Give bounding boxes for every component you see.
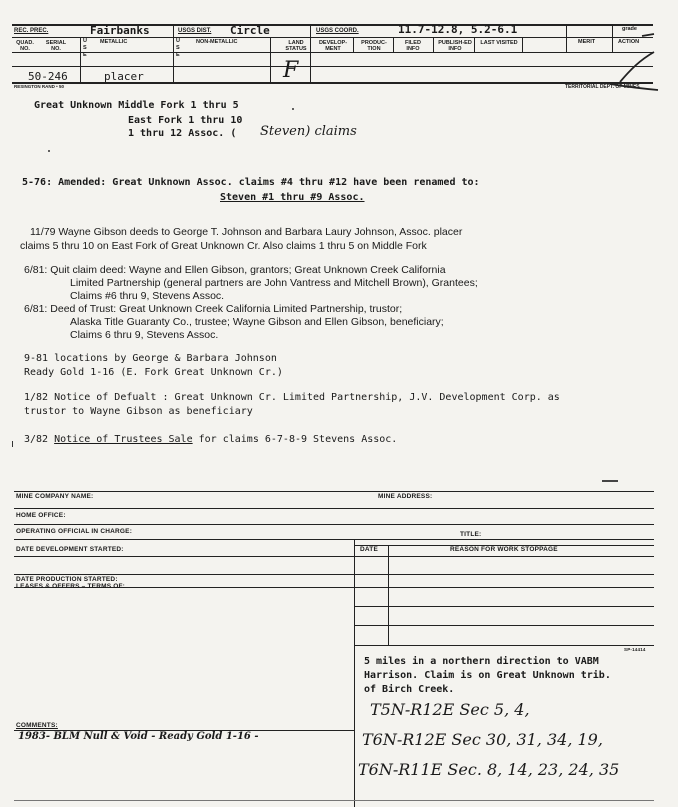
- trust-line-3: Claims 6 thru 9, Stevens Assoc.: [70, 329, 219, 341]
- production-label: PRODUC-TION: [361, 40, 387, 52]
- location-line-3: of Birch Creek.: [364, 684, 455, 695]
- e-label-2: E: [176, 52, 180, 58]
- mine-company-name-label: MINE COMPANY NAME:: [16, 493, 94, 500]
- sale-claims: for claims 6-7-8-9 Stevens Assoc.: [198, 434, 398, 445]
- default-line-2: trustor to Wayne Gibson as beneficiary: [24, 406, 253, 417]
- usgs-coord-label: USGS COORD.: [316, 28, 359, 34]
- form-footer-left: RESINGTON RAND • 50: [14, 84, 65, 89]
- form-footer-right: TERRITORIAL DEPT. OF MINES: [565, 84, 640, 90]
- claims-line-3: 1 thru 12 Assoc. (: [128, 128, 237, 139]
- action-mark: [600, 30, 662, 92]
- quad-value: 50-246: [28, 70, 68, 83]
- filed-info-label: FILED INFO: [405, 40, 421, 52]
- date-production-label: DATE PRODUCTION STARTED:: [16, 576, 118, 583]
- merit-label: MERIT: [578, 39, 596, 45]
- amended-line-1: 5-76: Amended: Great Unknown Assoc. claims #4 thru #12 have been renamed to:: [22, 177, 480, 188]
- trustees-sale-line: [24, 434, 397, 445]
- commodity-value: placer: [104, 70, 144, 83]
- township-line-2: T6N-R12E Sec 30, 31, 34, 19,: [362, 730, 603, 749]
- land-status-value: F: [283, 58, 299, 83]
- deed-1179-line-2: claims 5 thru 10 on East Fork of Great Unknown Cr. Also claims 1 thru 5 on Middle Fork: [20, 240, 427, 252]
- location-line-1: 5 miles in a northern direction to VABM: [364, 656, 599, 667]
- metallic-label: METALLIC: [100, 39, 128, 45]
- usgs-coord-value: 11.7-12.8, 5.2-6.1: [398, 23, 518, 36]
- s-label: S: [83, 45, 87, 51]
- page-bottom-edge: [14, 800, 654, 801]
- grade-label: grade: [622, 26, 637, 32]
- reason-stoppage-label: REASON FOR WORK STOPPAGE: [450, 546, 558, 553]
- published-label: PUBLISH-ED INFO: [438, 40, 472, 52]
- locations-line-1: 9-81 locations by George & Barbara Johnson: [24, 353, 277, 364]
- u-label: U: [83, 38, 87, 44]
- page-speck: [292, 108, 294, 110]
- non-metallic-label: NON-METALLIC: [196, 39, 238, 45]
- page-speck: [602, 480, 618, 482]
- mine-address-label: MINE ADDRESS:: [378, 493, 433, 500]
- usgs-dist-value: Circle: [230, 24, 270, 37]
- form-number: SP-14414: [624, 647, 646, 652]
- trust-line-2: Alaska Title Guaranty Co., trustee; Wayne Gibson and Ellen Gibson, beneficiary;: [70, 316, 444, 328]
- usgs-dist-label: USGS DIST.: [178, 28, 212, 34]
- trust-line-1: 6/81: Deed of Trust: Great Unknown Creek California Limited Partnership, trustor;: [24, 303, 403, 315]
- location-line-2: Harrison. Claim is on Great Unknown trib.: [364, 670, 611, 681]
- default-line-1: 1/82 Notice of Defualt : Great Unknown Cr. Limited Partnership, J.V. Development Corp. as: [24, 392, 560, 403]
- quit-claim-line-3: Claims #6 thru 9, Stevens Assoc.: [70, 290, 225, 302]
- quit-claim-line-2: Limited Partnership (general partners are John Vantress and Mitchell Brown), Grantees;: [70, 277, 478, 289]
- action-label: ACTION: [618, 39, 640, 45]
- date-development-label: DATE DEVELOPMENT STARTED:: [16, 546, 124, 553]
- develop-label: DEVELOP-MENT: [318, 40, 348, 52]
- e-label: E: [83, 52, 87, 58]
- sale-notice: Notice of Trustees Sale: [54, 434, 193, 445]
- quad-label: QUAD. NO.: [16, 40, 34, 52]
- deed-1179-line-1: 11/79 Wayne Gibson deeds to George T. Johnson and Barbara Laury Johnson, Assoc. placer: [30, 226, 463, 238]
- comments-label: COMMENTS:: [16, 722, 58, 729]
- leases-offers-label: LEASES & OFFERS – TERMS OF:: [16, 583, 126, 590]
- sale-date: 3/82: [24, 434, 49, 445]
- township-line-3: T6N-R11E Sec. 8, 14, 23, 24, 35: [358, 760, 620, 779]
- amended-line-2: Steven #1 thru #9 Assoc.: [220, 192, 365, 203]
- u-label-2: U: [176, 38, 180, 44]
- title-label: TITLE:: [460, 531, 482, 538]
- rec-prec-value: Fairbanks: [90, 24, 150, 37]
- last-visited-label: LAST VISITED: [480, 40, 518, 46]
- land-status-label: LAND STATUS: [285, 40, 307, 52]
- operating-official-label: OPERATING OFFICIAL IN CHARGE:: [16, 528, 133, 535]
- page-speck: [48, 150, 50, 152]
- claims-line-1: Great Unknown Middle Fork 1 thru 5: [34, 100, 239, 111]
- quit-claim-line-1: 6/81: Quit claim deed: Wayne and Ellen Gibson, grantors; Great Unknown Creek California: [24, 264, 446, 276]
- s-label-2: S: [176, 45, 180, 51]
- claims-handwritten: Steven) claims: [260, 124, 357, 139]
- rec-prec-label: REC. PREC.: [14, 28, 49, 34]
- page-speck: [12, 441, 13, 447]
- date-col-label: DATE: [360, 546, 379, 553]
- locations-line-2: Ready Gold 1-16 (E. Fork Great Unknown Cr.): [24, 367, 283, 378]
- township-line-1: T5N-R12E Sec 5, 4,: [370, 700, 530, 719]
- home-office-label: HOME OFFICE:: [16, 512, 66, 519]
- comments-handwritten: 1983- BLM Null & Void - Ready Gold 1-16 -: [18, 731, 259, 742]
- serial-label: SERIAL NO.: [45, 40, 67, 52]
- claims-line-2: East Fork 1 thru 10: [128, 115, 243, 126]
